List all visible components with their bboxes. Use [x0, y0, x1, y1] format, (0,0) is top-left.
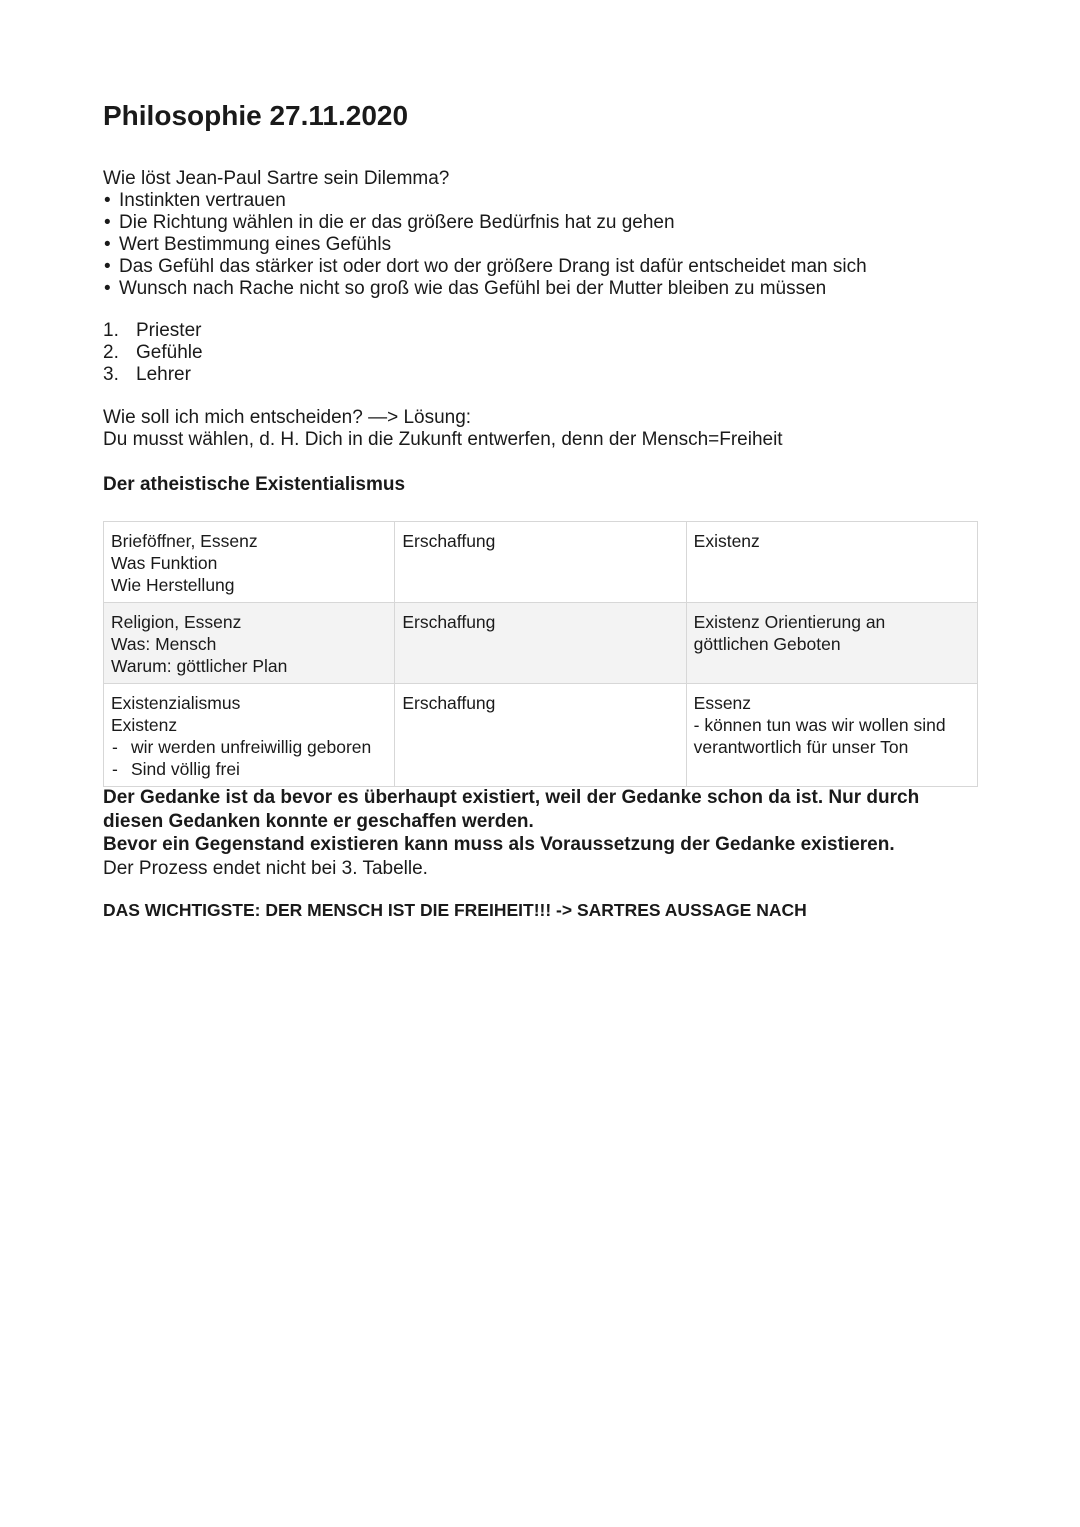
cell-line: verantwortlich für unser Ton [693, 737, 909, 757]
table-cell [104, 522, 395, 603]
list-number: 2. [103, 342, 119, 363]
list-number: 3. [103, 364, 119, 385]
cell-line: Existenzialismus [111, 693, 241, 713]
cell-line: Brieföffner, Essenz [111, 531, 258, 551]
page-title: Philosophie 27.11.2020 [103, 100, 409, 131]
table-cell [686, 522, 977, 603]
table-cell [104, 603, 395, 684]
conclusion-text: Der Prozess endet nicht bei 3. Tabelle. [103, 857, 428, 879]
list-item: • Wert Bestimmung eines Gefühls [103, 234, 867, 256]
existentialism-table [103, 521, 978, 787]
cell-dash-item: - wir werden unfreiwillig geboren [111, 736, 387, 758]
numbered-list [103, 320, 203, 386]
decision-question: Wie soll ich mich entscheiden? —> Lösung: [103, 407, 472, 428]
cell-line: Was Funktion [111, 553, 218, 573]
cell-line: Warum: göttlicher Plan [111, 656, 288, 676]
list-item [103, 364, 203, 386]
table-cell [104, 684, 395, 787]
cell-line: Erschaffung [402, 612, 496, 632]
table-cell [686, 684, 977, 787]
list-item: • Das Gefühl das stärker ist oder dort wo der größere Drang ist dafür entscheidet man sich [103, 256, 867, 278]
list-item-text: Priester [136, 320, 202, 341]
table-cell [686, 603, 977, 684]
conclusion-bold-text: Bevor ein Gegenstand existieren kann muss als Voraussetzung der Gedanke existieren. [103, 834, 895, 855]
bullet-list [103, 190, 867, 300]
list-item [103, 342, 203, 364]
conclusion-bold-text: Der Gedanke ist da bevor es überhaupt existiert, weil der Gedanke schon da ist. Nur durch diesen Gedanken konnte er geschaffen werden. [103, 787, 920, 832]
list-number: 1. [103, 320, 119, 341]
cell-line: göttlichen Geboten [693, 634, 841, 654]
question-text: Wie löst Jean-Paul Sartre sein Dilemma? [103, 168, 450, 189]
list-item-text: Gefühle [136, 342, 203, 363]
cell-line: Was: Mensch [111, 634, 217, 654]
decision-paragraph [103, 407, 783, 451]
cell-line: - können tun was wir wollen sind [693, 715, 946, 735]
cell-dash-item: - Sind völlig frei [111, 758, 387, 780]
list-item: • Instinkten vertrauen [103, 190, 867, 212]
list-item: • Wunsch nach Rache nicht so groß wie das Gefühl bei der Mutter bleiben zu müssen [103, 278, 867, 300]
conclusion-paragraph [103, 786, 978, 880]
cell-line: Existenz [693, 531, 760, 551]
cell-line: Religion, Essenz [111, 612, 242, 632]
table-row [104, 684, 978, 787]
table-row [104, 603, 978, 684]
table-cell [395, 522, 686, 603]
cell-line: Erschaffung [402, 693, 496, 713]
table-row [104, 522, 978, 603]
cell-line: Erschaffung [402, 531, 496, 551]
decision-answer: Du musst wählen, d. H. Dich in die Zukunft entwerfen, denn der Mensch=Freiheit [103, 429, 783, 450]
list-item: • Die Richtung wählen in die er das größere Bedürfnis hat zu gehen [103, 212, 867, 234]
table-cell [395, 603, 686, 684]
cell-line: Wie Herstellung [111, 575, 235, 595]
cell-line: Essenz [693, 693, 752, 713]
list-item [103, 320, 203, 342]
cell-line: Existenz Orientierung an [693, 612, 886, 632]
key-statement: DAS WICHTIGSTE: DER MENSCH IST DIE FREIHEIT!!! -> SARTRES AUSSAGE NACH [103, 900, 807, 920]
cell-line: Existenz [111, 715, 178, 735]
list-item-text: Lehrer [136, 364, 191, 385]
table-cell [395, 684, 686, 787]
section-heading: Der atheistische Existentialismus [103, 474, 406, 495]
